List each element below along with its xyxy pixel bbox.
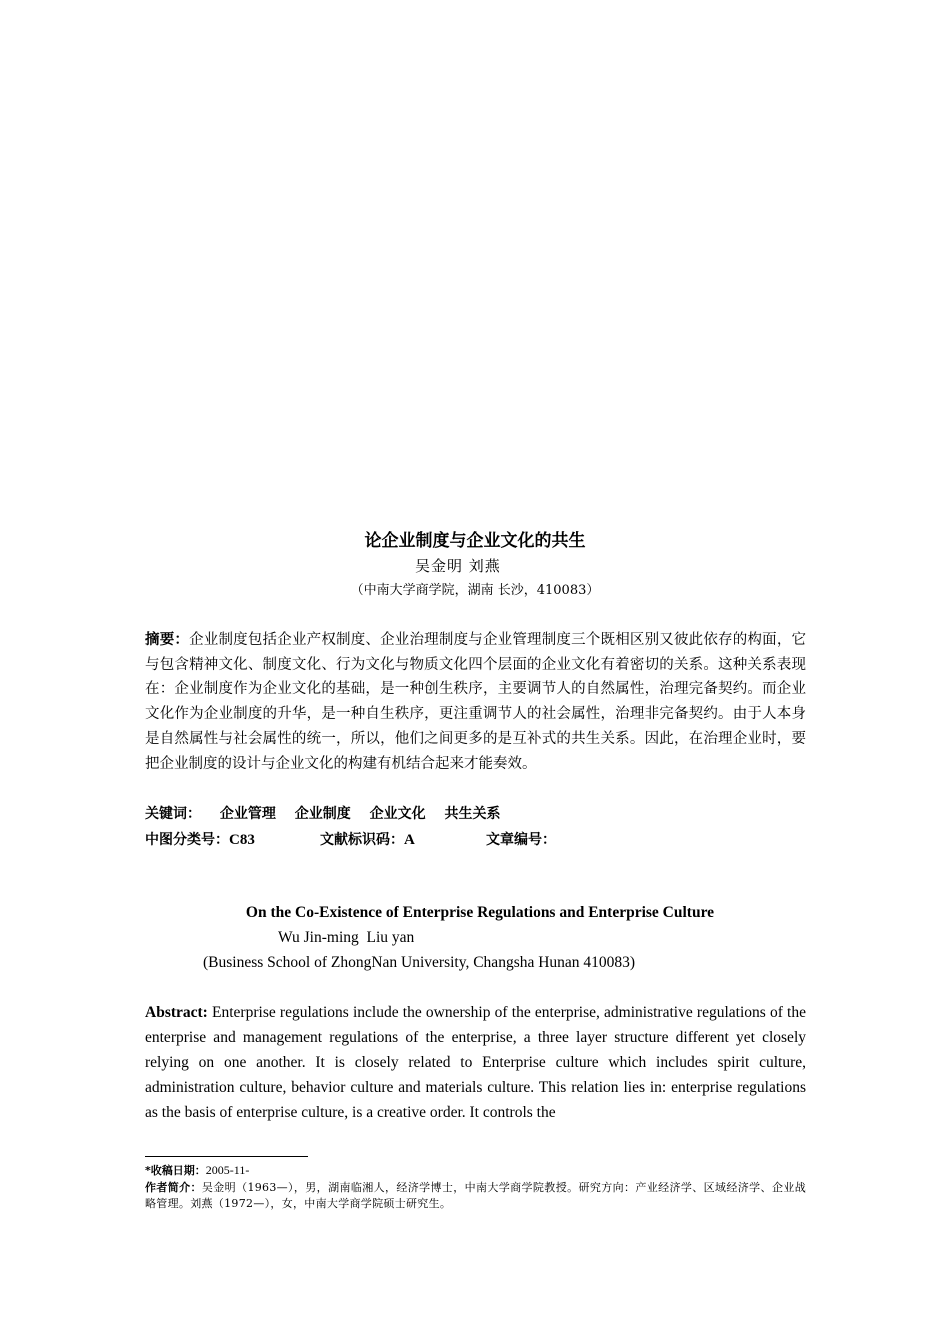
- footnote-marker: *: [145, 1164, 151, 1177]
- english-authors: Wu Jin-ming Liu yan: [278, 929, 415, 946]
- author-bio-year: 1972: [224, 1197, 254, 1210]
- footnote-divider: [145, 1156, 308, 1157]
- english-affiliation: (Business School of ZhongNan University, Changsha Hunan 410083): [203, 954, 636, 971]
- classification-line: [145, 829, 806, 851]
- english-abstract: [145, 1000, 806, 1125]
- keyword: 企业制度: [294, 806, 351, 822]
- author-bio-text: —），男，湖南临湘人，经济学博士，中南大学商学院教授。研究方向：产业经济学、区域经济学、企业战略管理。刘燕（: [145, 1181, 807, 1210]
- keyword: 共生关系: [444, 806, 501, 822]
- author-bio-year: 1963: [247, 1181, 277, 1194]
- chinese-abstract-label: 摘要：: [145, 632, 190, 648]
- clc-label: 中图分类号：: [145, 832, 229, 848]
- chinese-title: 论企业制度与企业文化的共生: [364, 531, 586, 551]
- chinese-abstract-text: 企业制度包括企业产权制度、企业治理制度与企业管理制度三个既相区别又彼此依存的构面，它与包含精神文化、制度文化、行为文化与物质文化四个层面的企业文化有着密切的关系。这种关系表现在：企业制度作为企业文化的基础，是一种创生秩序，主要调节人的自然属性，治理完备契约。而企业文化作为企业制度的升华，是一种自生秩序，更注重调节人的社会属性，治理非完备契约。由于人本身是自然属性与社会属性的统一，所以，他们之间更多的是互补式的共生关系。因此，在治理企业时，要把企业制度的设计与企业文化的构建有机结合起来才能奏效。: [145, 632, 807, 772]
- chinese-abstract: [145, 628, 806, 776]
- document-code: [320, 829, 486, 851]
- author-bio-text: —），女，中南大学商学院硕士研究生。: [253, 1197, 452, 1210]
- received-date-label: 收稿日期：: [150, 1164, 206, 1177]
- chinese-affiliation: （中南大学商学院，湖南 长沙，410083）: [350, 583, 600, 598]
- received-date-value: 2005-11-: [205, 1163, 250, 1177]
- footnote-received-date: [145, 1162, 806, 1179]
- document-code-value: A: [404, 832, 415, 848]
- footnote-author-bio: [145, 1180, 806, 1212]
- clc-value: C83: [229, 832, 255, 848]
- author-bio-text: 吴金明（: [201, 1181, 248, 1194]
- keyword: 企业文化: [369, 806, 426, 822]
- author-bio-label: 作者简介：: [145, 1181, 202, 1194]
- chinese-keywords: [145, 803, 806, 825]
- english-title: On the Co-Existence of Enterprise Regulations and Enterprise Culture: [245, 904, 715, 921]
- english-abstract-label: Abstract:: [145, 1004, 208, 1021]
- chinese-authors: 吴金明 刘燕: [415, 557, 501, 575]
- english-abstract-text: Enterprise regulations include the ownership of the enterprise, administrative regulations of the enterprise and management regulations of the enterprise, a three layer structure different yet closely relying on one another. It is closely related to Enterprise culture which includes spirit culture, administration culture, behavior culture and materials culture. This relation lies in: enterprise regulations as the basis of enterprise culture, is a creative order. It controls the: [145, 1004, 806, 1121]
- keywords-label: 关键词：: [145, 806, 201, 822]
- document-code-label: 文献标识码：: [320, 832, 404, 848]
- keyword: 企业管理: [219, 806, 276, 822]
- article-number-label: 文章编号：: [486, 832, 556, 848]
- clc-code: [145, 829, 320, 851]
